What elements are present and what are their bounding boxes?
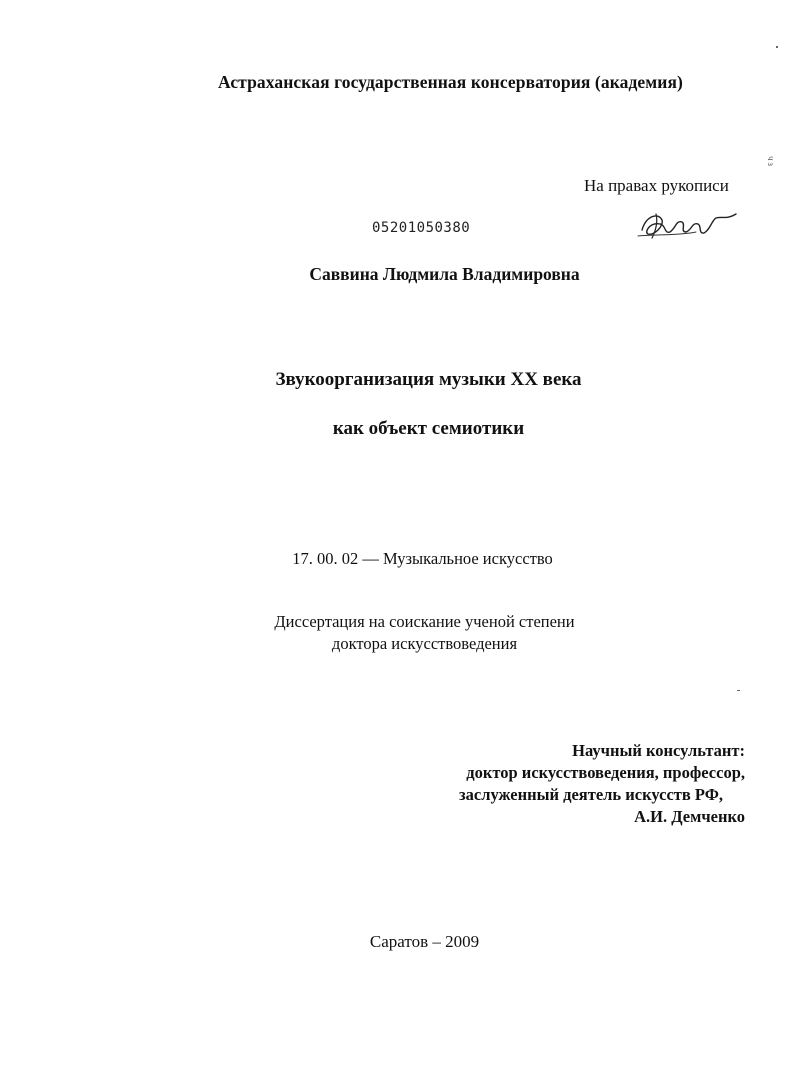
specialty-code: 17. 00. 02 — Музыкальное искусство (292, 549, 553, 568)
scientific-consultant-block (459, 740, 745, 828)
dissertation-title-line-1: Звукоорганизация музыки XX века (275, 369, 582, 390)
degree-line-2: доктора искусствоведения (331, 634, 518, 653)
scan-speck (776, 46, 778, 48)
catalog-code: 05201050380 (372, 220, 471, 236)
dissertation-title-line-2: как объект семиотики (332, 418, 525, 439)
degree-line-1: Диссертация на соискание ученой степени (274, 612, 575, 631)
institution-name: Астраханская государственная консерватория (академия) (218, 72, 683, 92)
scan-speck (737, 690, 740, 691)
consultant-degree: доктор искусствоведения, профессор, (466, 763, 745, 782)
signature-image (636, 206, 740, 244)
consultant-honor: заслуженный деятель искусств РФ, (459, 785, 723, 804)
margin-mark: ч з (766, 156, 776, 166)
consultant-label: Научный консультант: (572, 741, 745, 760)
city-year: Саратов – 2009 (369, 932, 480, 951)
author-name: Саввина Людмила Владимировна (309, 264, 580, 284)
consultant-name: А.И. Демченко (634, 807, 745, 826)
manuscript-rights-note: На правах рукописи (584, 176, 729, 195)
